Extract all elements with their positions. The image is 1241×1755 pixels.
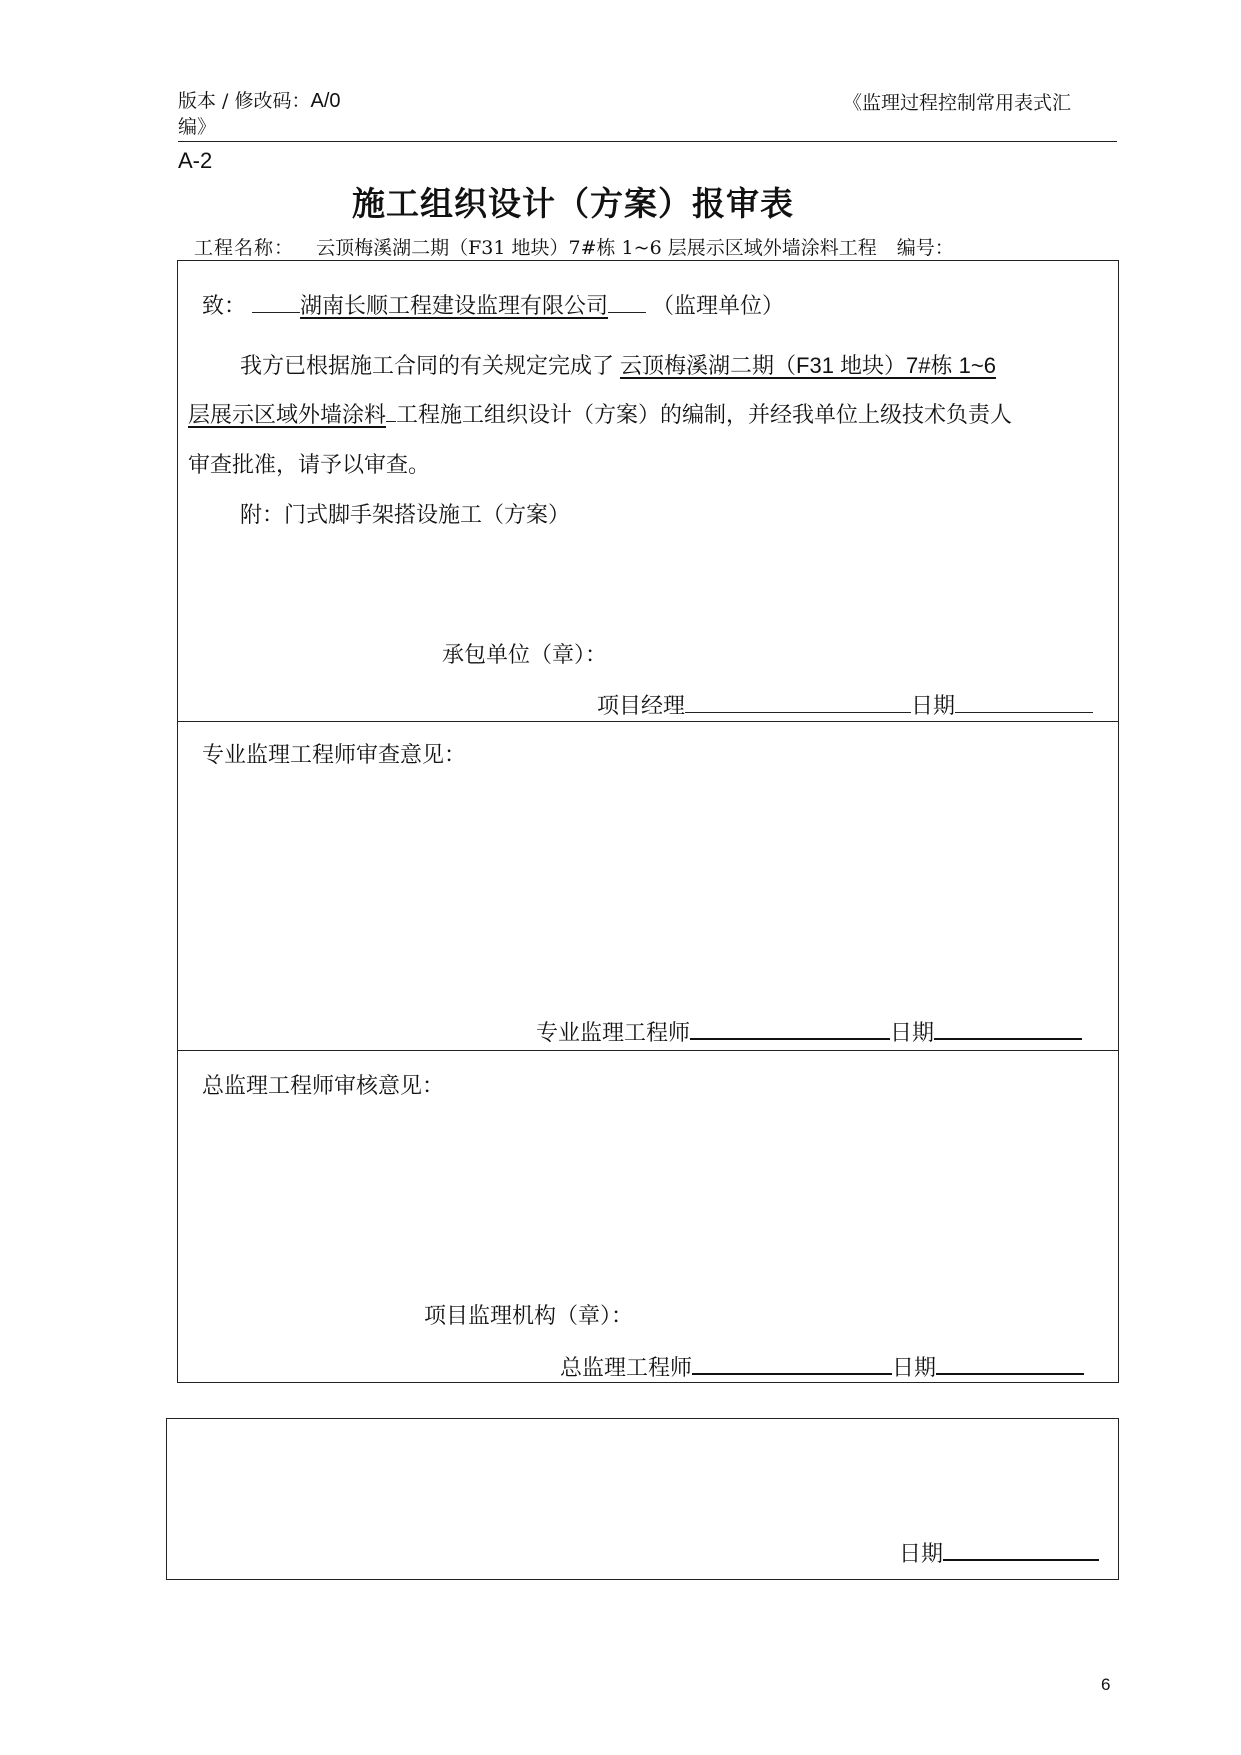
- declaration-prefix: 我方已根据施工合同的有关规定完成了: [240, 354, 615, 379]
- project-line: [194, 233, 954, 260]
- section-divider: [178, 1050, 1118, 1051]
- specialist-review-heading: 专业监理工程师审查意见：: [202, 743, 467, 768]
- pm-signature-blank[interactable]: [685, 690, 911, 713]
- addressee-line: [202, 289, 784, 320]
- review-form-table: [177, 260, 1119, 1383]
- date-blank[interactable]: [936, 1351, 1084, 1375]
- contractor-stamp-label: 承包单位（章）：: [442, 643, 608, 668]
- header-divider: [178, 141, 1117, 142]
- section-divider: [178, 721, 1118, 722]
- to-suffix: （监理单位）: [652, 294, 785, 319]
- page-number: 6: [1101, 1675, 1111, 1694]
- to-label: 致：: [202, 294, 247, 319]
- chief-review-heading: 总监理工程师审核意见：: [202, 1074, 445, 1099]
- date-label: 日期: [911, 694, 956, 719]
- specialist-signature-blank[interactable]: [690, 1016, 890, 1040]
- number-label: 编号：: [896, 237, 954, 259]
- extra-date-line: [899, 1537, 1099, 1568]
- form-code: A-2: [178, 148, 213, 173]
- version-code: A/0: [310, 90, 341, 112]
- specialist-label: 专业监理工程师: [536, 1021, 691, 1046]
- to-underline-pad: [252, 290, 300, 313]
- declaration-middle: 工程施工组织设计（方案）的编制，并经我单位上级技术负责人: [396, 403, 1013, 428]
- chief-label: 总监理工程师: [560, 1356, 693, 1381]
- series-title: 《监理过程控制常用表式汇: [843, 92, 1072, 114]
- to-underline-pad: [608, 290, 646, 313]
- pm-signature-line: [597, 689, 1093, 720]
- series-title-wrap: 编》: [178, 116, 217, 138]
- declaration-project-part2: 层展示区域外墙涂料: [188, 403, 387, 428]
- attachment-line: 附：门式脚手架搭设施工（方案）: [240, 503, 571, 528]
- date-blank[interactable]: [955, 690, 1093, 713]
- date-blank[interactable]: [943, 1537, 1099, 1561]
- project-label: 工程名称：: [194, 237, 295, 259]
- declaration-project-part1: 云顶梅溪湖二期（F31 地块）7#栋 1~6: [620, 353, 996, 378]
- date-label: 日期: [890, 1021, 935, 1046]
- project-name: 云顶梅溪湖二期（F31 地块）7#栋 1~6 层展示区域外墙涂料工程: [316, 237, 877, 259]
- declaration-line-1: [240, 349, 996, 380]
- supervisor-unit: 湖南长顺工程建设监理有限公司: [300, 294, 609, 319]
- chief-signature-blank[interactable]: [692, 1351, 892, 1375]
- declaration-end: 审查批准，请予以审查。: [188, 453, 431, 478]
- extra-date-box: [166, 1418, 1119, 1580]
- declaration-line-2: [188, 398, 1012, 429]
- version-label: 版本 / 修改码：: [178, 90, 311, 112]
- specialist-signature-line: [536, 1016, 1082, 1047]
- pm-label: 项目经理: [597, 694, 686, 719]
- date-label: 日期: [892, 1356, 937, 1381]
- supervision-org-stamp-label: 项目监理机构（章）：: [424, 1304, 634, 1329]
- chief-signature-line: [560, 1351, 1084, 1382]
- underline-pad: [386, 399, 396, 422]
- date-blank[interactable]: [934, 1016, 1082, 1040]
- page-title: 施工组织设计（方案）报审表: [352, 184, 794, 223]
- date-label: 日期: [899, 1542, 944, 1567]
- version-info: [178, 88, 341, 140]
